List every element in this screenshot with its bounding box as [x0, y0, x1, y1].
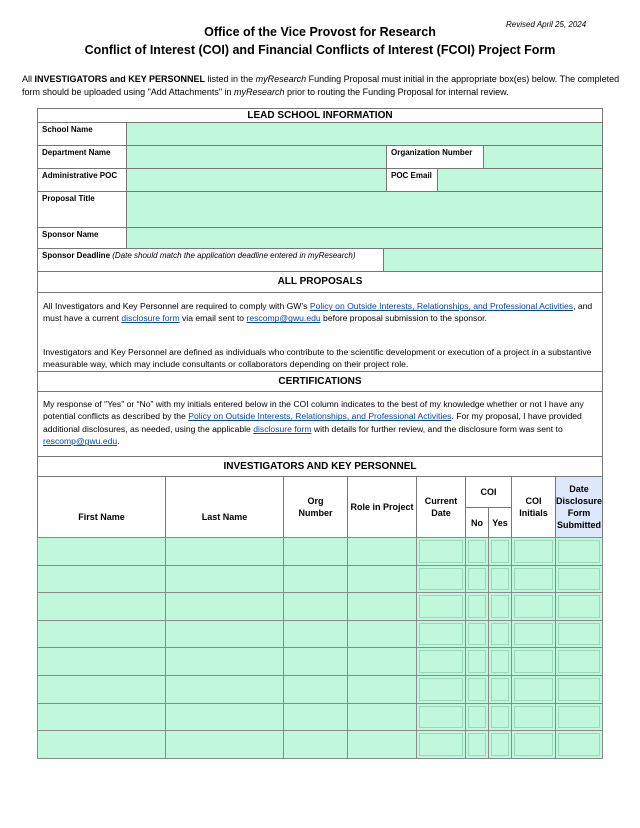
row-4-org-number-field[interactable] — [283, 620, 348, 648]
school-name-field[interactable] — [126, 122, 603, 146]
sponsor-name-field[interactable] — [126, 227, 603, 249]
row-2-coi-no-field[interactable] — [465, 565, 489, 593]
field-inner-border — [514, 568, 553, 590]
row-8-org-number-field[interactable] — [283, 730, 348, 759]
row-1-org-number-field[interactable] — [283, 537, 348, 566]
col-coi: COI — [465, 476, 512, 508]
field-inner-border — [419, 706, 463, 728]
field-inner-border — [491, 678, 509, 701]
row-4-disclosure-date-field[interactable] — [555, 620, 603, 648]
row-1-coi-yes-field[interactable] — [488, 537, 512, 566]
field-inner-border — [468, 650, 486, 673]
row-4-coi-no-field[interactable] — [465, 620, 489, 648]
row-2-first-name-field[interactable] — [37, 565, 166, 593]
poc-email-label: POC Email — [386, 168, 438, 192]
row-6-coi-initials-field[interactable] — [511, 675, 556, 704]
row-5-current-date-field[interactable] — [416, 647, 466, 676]
row-3-current-date-field[interactable] — [416, 592, 466, 621]
field-inner-border — [558, 733, 600, 756]
row-8-coi-initials-field[interactable] — [511, 730, 556, 759]
field-inner-border — [491, 733, 509, 756]
organization-number-field[interactable] — [483, 145, 603, 169]
field-inner-border — [514, 623, 553, 645]
field-inner-border — [514, 595, 553, 618]
field-inner-border — [468, 568, 486, 590]
cert-policy-link[interactable]: Policy on Outside Interests, Relationships, and Professional Activities — [188, 411, 452, 422]
row-6-first-name-field[interactable] — [37, 675, 166, 704]
row-6-coi-yes-field[interactable] — [488, 675, 512, 704]
row-3-org-number-field[interactable] — [283, 592, 348, 621]
row-3-coi-initials-field[interactable] — [511, 592, 556, 621]
field-inner-border — [491, 650, 509, 673]
col-date-disclosure: Date Disclosure Form Submitted — [555, 476, 603, 538]
row-6-last-name-field[interactable] — [165, 675, 284, 704]
field-inner-border — [491, 540, 509, 563]
field-inner-border — [419, 678, 463, 701]
rescomp-email-link[interactable]: rescomp@gwu.edu — [246, 313, 321, 324]
school-name-label: School Name — [37, 122, 127, 146]
field-inner-border — [514, 733, 553, 756]
row-3-role-field[interactable] — [347, 592, 417, 621]
row-7-coi-no-field[interactable] — [465, 703, 489, 731]
poc-email-field[interactable] — [437, 168, 603, 192]
department-name-label: Department Name — [37, 145, 127, 169]
field-inner-border — [419, 595, 463, 618]
row-5-coi-initials-field[interactable] — [511, 647, 556, 676]
row-8-last-name-field[interactable] — [165, 730, 284, 759]
field-inner-border — [491, 595, 509, 618]
field-inner-border — [419, 568, 463, 590]
col-last-name: Last Name — [165, 476, 284, 538]
intro-paragraph: All INVESTIGATORS and KEY PERSONNEL listed in the myResearch Funding Proposal must initial in the appropriate box(es) below. The completed form should be uploaded using "Add Attachments" in myResearch prior to routing the Funding Proposal for internal review. — [22, 74, 620, 97]
form-title: Conflict of Interest (COI) and Financial Conflicts of Interest (FCOI) Project Form — [84, 43, 556, 57]
row-3-first-name-field[interactable] — [37, 592, 166, 621]
row-2-disclosure-date-field[interactable] — [555, 565, 603, 593]
field-inner-border — [491, 623, 509, 645]
field-inner-border — [491, 706, 509, 728]
field-inner-border — [468, 733, 486, 756]
field-inner-border — [468, 540, 486, 563]
row-3-coi-no-field[interactable] — [465, 592, 489, 621]
row-5-coi-no-field[interactable] — [465, 647, 489, 676]
row-3-last-name-field[interactable] — [165, 592, 284, 621]
field-inner-border — [468, 623, 486, 645]
row-7-org-number-field[interactable] — [283, 703, 348, 731]
all-proposals-paragraph-1: All Investigators and Key Personnel are required to comply with GW’s Policy on Outside Interests, Relationships, and Professional Activities, and must have a current disclosure form via email sent to rescomp@gwu.edu before proposal submission to the sponsor. — [43, 301, 593, 324]
col-first-name: First Name — [37, 476, 166, 538]
all-proposals-paragraph-2: Investigators and Key Personnel are defined as individuals who contribute to the scientific development or execution of a project in a substantive measurable way, which may include consultants or collaborators depending on their project role. — [43, 347, 592, 370]
field-inner-border — [491, 568, 509, 590]
row-8-disclosure-date-field[interactable] — [555, 730, 603, 759]
row-1-current-date-field[interactable] — [416, 537, 466, 566]
row-7-coi-initials-field[interactable] — [511, 703, 556, 731]
admin-poc-field[interactable] — [126, 168, 387, 192]
row-3-disclosure-date-field[interactable] — [555, 592, 603, 621]
page-title: Office of the Vice Provost for Research — [204, 25, 436, 39]
row-7-current-date-field[interactable] — [416, 703, 466, 731]
row-2-coi-yes-field[interactable] — [488, 565, 512, 593]
row-1-disclosure-date-field[interactable] — [555, 537, 603, 566]
row-4-coi-yes-field[interactable] — [488, 620, 512, 648]
row-4-last-name-field[interactable] — [165, 620, 284, 648]
row-5-coi-yes-field[interactable] — [488, 647, 512, 676]
field-inner-border — [468, 595, 486, 618]
field-inner-border — [558, 706, 600, 728]
personnel-header: INVESTIGATORS AND KEY PERSONNEL — [37, 456, 603, 477]
row-8-first-name-field[interactable] — [37, 730, 166, 759]
row-4-role-field[interactable] — [347, 620, 417, 648]
admin-poc-label: Administrative POC — [37, 168, 127, 192]
field-inner-border — [558, 650, 600, 673]
field-inner-border — [514, 706, 553, 728]
row-2-coi-initials-field[interactable] — [511, 565, 556, 593]
field-inner-border — [558, 595, 600, 618]
department-name-field[interactable] — [126, 145, 387, 169]
disclosure-form-link[interactable]: disclosure form — [121, 313, 180, 324]
field-inner-border — [419, 650, 463, 673]
field-inner-border — [419, 733, 463, 756]
col-current-date: Current Date — [416, 476, 466, 538]
row-5-last-name-field[interactable] — [165, 647, 284, 676]
row-1-role-field[interactable] — [347, 537, 417, 566]
field-inner-border — [514, 540, 553, 563]
all-proposals-header: ALL PROPOSALS — [37, 271, 603, 293]
row-2-current-date-field[interactable] — [416, 565, 466, 593]
col-role: Role in Project — [347, 476, 417, 538]
row-5-disclosure-date-field[interactable] — [555, 647, 603, 676]
cert-rescomp-email-link[interactable]: rescomp@gwu.edu — [43, 436, 118, 447]
row-2-last-name-field[interactable] — [165, 565, 284, 593]
lead-school-header: LEAD SCHOOL INFORMATION — [37, 108, 603, 123]
row-5-first-name-field[interactable] — [37, 647, 166, 676]
row-1-first-name-field[interactable] — [37, 537, 166, 566]
row-1-last-name-field[interactable] — [165, 537, 284, 566]
certifications-header: CERTIFICATIONS — [37, 371, 603, 392]
certifications-paragraph: My response of "Yes" or “No” with my initials entered below in the COI column indicates to the best of my knowledge whether or not I have any potential conflicts as described by the Policy on Outside Interests, Relationships, and Professional Activities. For my proposal, I have provided additional disclosures, as needed, using the applicable disclosure form with details for further review, and the disclosure form was sent to rescomp@gwu.edu. — [43, 399, 584, 447]
organization-number-label: Organization Number — [386, 145, 484, 169]
col-org-number: Org Number — [283, 476, 348, 538]
row-4-current-date-field[interactable] — [416, 620, 466, 648]
row-6-role-field[interactable] — [347, 675, 417, 704]
proposal-title-field[interactable] — [126, 191, 603, 228]
row-1-coi-no-field[interactable] — [465, 537, 489, 566]
policy-link[interactable]: Policy on Outside Interests, Relationships, and Professional Activities — [309, 301, 574, 311]
row-5-org-number-field[interactable] — [283, 647, 348, 676]
field-inner-border — [514, 678, 553, 701]
row-4-coi-initials-field[interactable] — [511, 620, 556, 648]
row-1-coi-initials-field[interactable] — [511, 537, 556, 566]
row-5-role-field[interactable] — [347, 647, 417, 676]
row-7-first-name-field[interactable] — [37, 703, 166, 731]
field-inner-border — [558, 678, 600, 701]
row-4-first-name-field[interactable] — [37, 620, 166, 648]
row-7-coi-yes-field[interactable] — [488, 703, 512, 731]
col-coi-initials: COI Initials — [511, 476, 556, 538]
row-6-coi-no-field[interactable] — [465, 675, 489, 704]
col-coi-yes: Yes — [488, 507, 512, 538]
row-6-org-number-field[interactable] — [283, 675, 348, 704]
cert-disclosure-form-link[interactable]: disclosure form — [253, 423, 312, 434]
field-inner-border — [558, 568, 600, 590]
field-inner-border — [468, 678, 486, 701]
row-8-coi-yes-field[interactable] — [488, 730, 512, 759]
row-2-org-number-field[interactable] — [283, 565, 348, 593]
row-7-role-field[interactable] — [347, 703, 417, 731]
row-6-disclosure-date-field[interactable] — [555, 675, 603, 704]
row-6-current-date-field[interactable] — [416, 675, 466, 704]
row-8-role-field[interactable] — [347, 730, 417, 759]
row-8-coi-no-field[interactable] — [465, 730, 489, 759]
sponsor-name-label: Sponsor Name — [37, 227, 127, 249]
row-7-last-name-field[interactable] — [165, 703, 284, 731]
field-inner-border — [558, 623, 600, 645]
col-coi-no: No — [465, 507, 489, 538]
row-8-current-date-field[interactable] — [416, 730, 466, 759]
proposal-title-label: Proposal Title — [37, 191, 127, 228]
field-inner-border — [419, 540, 463, 563]
field-inner-border — [558, 540, 600, 563]
row-7-disclosure-date-field[interactable] — [555, 703, 603, 731]
field-inner-border — [514, 650, 553, 673]
field-inner-border — [468, 706, 486, 728]
field-inner-border — [419, 623, 463, 645]
row-3-coi-yes-field[interactable] — [488, 592, 512, 621]
sponsor-deadline-field[interactable] — [383, 248, 603, 272]
revised-date: Revised April 25, 2024 — [506, 20, 587, 29]
row-2-role-field[interactable] — [347, 565, 417, 593]
sponsor-deadline-label: Sponsor Deadline (Date should match the application deadline entered in myResearch) — [37, 248, 384, 272]
